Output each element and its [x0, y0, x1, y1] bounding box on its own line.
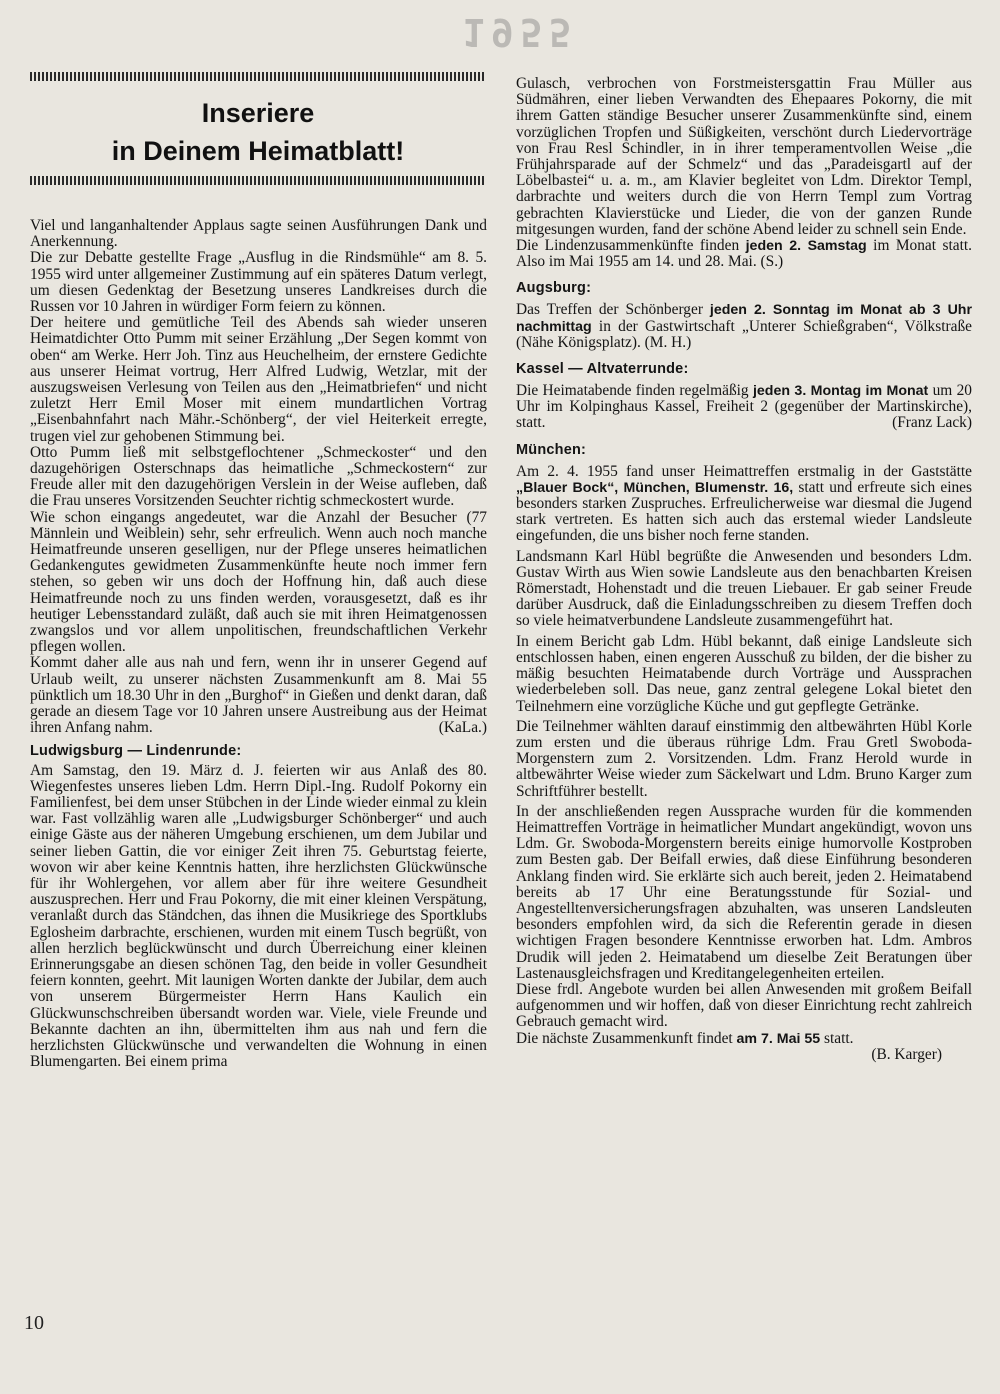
emphasis: jeden 3. Montag im Monat: [752, 383, 929, 400]
text-run: Am 2. 4. 1955 fand unser Heimattreffen erstmalig in der Gaststätte: [516, 462, 972, 480]
text-run: um 20 Uhr im Kolpinghaus Kassel, Freiheit 2 (gegenüber der Martinskirche), statt.: [516, 382, 972, 432]
paragraph: Die zur Debatte gestellte Frage „Ausflug in die Rindsmühle“ am 8. 5. 1955 wird unter allgemeiner Zustimmung auf ein späteres Datum verlegt, um diesen Gedenktag der Besetzung unseres Landkreises durch die Russen vor 10 Jahren in würdiger Form feiern zu können.: [30, 249, 487, 316]
paragraph: In der anschließenden regen Aussprache wurden für die kommenden Heimattreffen Vorträge in heimatlicher Mundart angekündigt, wovon uns Ldm. Gr. Swoboda-Morgenstern bereits einige humorvolle Kostproben zum Besten gab. Der Beifall erwies, daß diese Einführung besonderen Anklang finden wird. Sie erklärte sich auch bereit, jeden 2. Heimatabend bereits ab 17 Uhr eine Beratungsstunde für Sozial- und Angestelltenversicherungsfragen abzuhalten, was unseren Landsleuten besonders empfohlen wird, da sich die Referentin gerade in diesen wichtigen Fragen besondere Kenntnisse erworben hat. Ldm. Ambros Drudik will jeden 2. Heimatabend um dieselbe Zeit Beratungen über Lastenausgleichsfragen und Kreditangelegenheiten erteilen.: [516, 802, 972, 982]
paragraph: Gulasch, verbrochen von Forstmeistersgattin Frau Müller aus Südmähren, einer lieben Verwandten des Ehepaares Pokorny, die mit ihrem Gatten ständige Besucher unserer Zusammenkünfte sind, einem vorzüglichen Tropfen und Süßigkeiten, verschönt durch Liedervorträge von Frau Resl Schindler, in in ihrer temperamentvollen Weise „die Frühjahrsparade auf der Schmelz“ und das „Paradeisgartl auf der Löbelbastei“ u. a. m., am Klavier begleitet von Ldm. Direktor Templ, darbrachte und weiters durch die von Herrn Templ zum Vortrag gebrachten Klavierstücke und Lieder, die von der ganzen Runde mitgesungen wurden, fand der schöne Abend leider zu schnell sein Ende.: [516, 75, 972, 238]
emphasis: jeden 2. Sonntag im Monat ab 3 Uhr nachmittag: [516, 302, 972, 335]
text-run: Die Heimatabende finden regelmäßig: [516, 382, 753, 400]
paragraph: [516, 238, 972, 270]
paragraph: Die Teilnehmer wählten darauf einstimmig den altbewährten Hübl Korle zum ersten und die überaus rührige Ldm. Frau Gretl Swoboda-Morgenstern zum 2. Vorsitzenden. Ldm. Franz Herold wurde in altbewährter Weise wieder zum Säckelwart und Ldm. Bruno Karger zum Schriftführer bestellt.: [516, 717, 972, 800]
paragraph: Der heitere und gemütliche Teil des Abends sah wieder unseren Heimatdichter Otto Pumm mit seiner Erzählung „Der Segen kommt von oben“ am Werke. Herr Joh. Tinz aus Heuchelheim, der ernstere Gedichte aus unserer Heimat vortrug, Herr Alfred Ludwig, Wetzlar, mit der auszugsweisen Verlesung von Teilen aus den „Heimatbriefen“ und nicht zuletzt Herr Emil Moser mit einem mundartlichen Vortrag „Eisenbahnfahrt nach Mähr.-Schönberg“, der viel Heiterkeit erregte, trugen viel zur gehobenen Stimmung bei.: [30, 314, 487, 445]
ad-title-line1: Inseriere: [201, 98, 315, 128]
paragraph: Viel und langanhaltender Applaus sagte seinen Ausführungen Dank und Anerkennung.: [30, 217, 487, 251]
paragraph: [516, 302, 972, 351]
ad-title-line2: in Deinem Heimatblatt!: [111, 136, 405, 166]
section-heading-kassel: Kassel — Altvaterrunde:: [516, 361, 689, 378]
right-text-flow: [516, 76, 972, 1063]
paragraph: Am Samstag, den 19. März d. J. feierten wir aus Anlaß des 80. Wiegenfestes unseres lieben Ldm. Herrn Dipl.-Ing. Rudolf Pokorny ein Familienfest, bei dem unser Stübchen in der Linde wieder einmal zu klein war. Fast vollzählig waren alle „Ludwigsburger Schönberger“ und auch einige Gäste aus der näheren Umgebung erschienen, um dem Jubilar und seiner lieben Gattin, die vor einiger Zeit ihren 75. Geburtstag feierte, wovon wir aber keine Kenntnis hatten, ihre herzlichsten Glückwünsche für ihr Wohlergehen, vor allem aber für ihre weitere Gesundheit auszusprechen. Herr und Frau Pokorny, die mit einer kleinen Verspätung, veranlaßt durch das Ständchen, das ihnen die Musikriege des Sportklubs Eglosheim darbrachte, erschienen, wurden mit einem Tusch begrüßt, von allen herzlich beglückwünscht und durch Überreichung einer kleinen Erinnerungsgabe an diesen schönen Tag, den beide in voller Gesundheit feiern konnten, geehrt. Mit launigen Worten dankte der Jubilar, dem auch von unserem Bürgermeister Herrn Hans Kaulich ein Glückwunschschreiben übersandt worden war. Viele, viele Freunde und Bekannte dachten an ihn, übermittelten ihm aus nah und fern die herzlichsten Glückwünsche und verwandelten die Wohnung in einen Blumengarten. Bei einem prima: [30, 761, 487, 1071]
paragraph: In einem Bericht gab Ldm. Hübl bekannt, daß einige Landsleute sich entschlossen haben, einen engeren Ausschuß zu bilden, der die bisher zu mäßig besuchten Heimatabende durch Vorträge und Aussprachen wiederbeleben soll. Das neue, ganz zentral gelegene Lokal bietet den Teilnehmern eine vorzügliche Küche und gut gepflegte Getränke.: [516, 632, 972, 715]
paragraph: Otto Pumm ließ mit selbstgeflochtener „Schmeckoster“ und den dazugehörigen Osterschnaps das heimatliche „Schmeckostern“ zur Freude aller mit den dazugehörigen Verslein in der Weise aufleben, daß die Frau unseres Vorsitzenden Seuchter richtig schmeckostert wurde.: [30, 443, 487, 510]
paragraph: Diese frdl. Angebote wurden bei allen Anwesenden mit großem Beifall aufgenommen und wir hoffen, daß von dieser Einrichtung recht zahlreich Gebrauch gemacht wird.: [516, 980, 972, 1031]
text-run: im Monat statt. Also im Mai 1955 am 14. und 28. Mai. (S.): [516, 237, 972, 271]
emphasis: „Blauer Bock“, München, Blumenstr. 16,: [516, 479, 794, 496]
paragraph: [516, 464, 972, 545]
ad-rule-top: [30, 72, 486, 81]
section-heading-muenchen: München:: [516, 441, 587, 458]
text-run: Die Lindenzusammenkünfte finden: [516, 237, 746, 255]
ad-box: [30, 94, 486, 170]
text-run: Die nächste Zusammenkunft findet: [516, 1029, 737, 1047]
signature: (B. Karger): [871, 1045, 942, 1063]
text-run: in der Gastwirtschaft „Unterer Schießgraben“, Völkstraße (Nähe Königsplatz). (M. H.): [516, 317, 972, 351]
signature: (Franz Lack): [892, 414, 972, 432]
text-run: statt und erfreute sich eines besonders starken Zuspruches. Erfreulicherweise war diesmal die Jugend stark vertreten. Es hatten sich auch das erstemal wieder Landsleute eingefunden, die uns bisher noch ferne standen.: [516, 478, 972, 545]
paragraph: [516, 383, 972, 432]
paragraph: [516, 1031, 972, 1063]
emphasis: jeden 2. Samstag: [745, 238, 867, 255]
signature: (KaLa.): [438, 719, 487, 737]
ad-rule-bottom: [30, 176, 486, 185]
left-text-flow: [30, 218, 487, 1070]
paragraph: Wie schon eingangs angedeutet, war die Anzahl der Besucher (77 Männlein und Weiblein) sehr, sehr erfreulich. Wenn auch noch manche Heimatfreunde unseren geselligen, nur der Pflege unseres heimatlichen Gedankengutes gewidmeten Zusammenkünfte heute noch immer fern stehen, so geben wir uns doch der Hoffnung hin, daß auch diese Heimatfreunde noch zu uns finden werden, vorausgesetzt, daß es ihr heutiger Lebensstandard zuläßt, daß auch sie mit ihren Heimatgenossen zwangslos und vor allem unpolitischen, freundschaftlichen Verkehr pflegen wollen.: [30, 508, 487, 656]
text-run: statt.: [820, 1029, 854, 1047]
paragraph: Landsmann Karl Hübl begrüßte die Anwesenden und besonders Ldm. Gustav Wirth aus Wien sowie Landsleute aus den benachbarten Kreisen Römerstadt, Hohenstadt und die treuen Liebauer. Er gab seiner Freude darüber Ausdruck, daß die Einladungsschreiben zu diesem Treffen doch so viele heimatverbundene Landsleute zusammengeführt hat.: [516, 547, 972, 630]
section-heading-ludwigsburg: Ludwigsburg — Lindenrunde:: [30, 742, 242, 759]
paragraph-text: Kommt daher alle aus nah und fern, wenn ihr in unserer Gegend auf Urlaub weilt, zu unserer nächsten Zusammenkunft am 8. Mai 55 pünktlich um 18.30 Uhr in den „Burghof“ in Gießen und denkt daran, daß gerade an diesem Tage vor 10 Jahren unsere Austreibung aus der Heimat ihren Anfang nahm.: [30, 654, 487, 737]
section-heading-augsburg: Augsburg:: [516, 280, 592, 297]
text-run: Das Treffen der Schönberger: [516, 301, 710, 319]
emphasis: am 7. Mai 55: [736, 1030, 821, 1047]
paragraph-with-signature: [30, 655, 487, 736]
year-stamp: 1955: [462, 10, 578, 54]
page-number: 10: [24, 1312, 44, 1334]
